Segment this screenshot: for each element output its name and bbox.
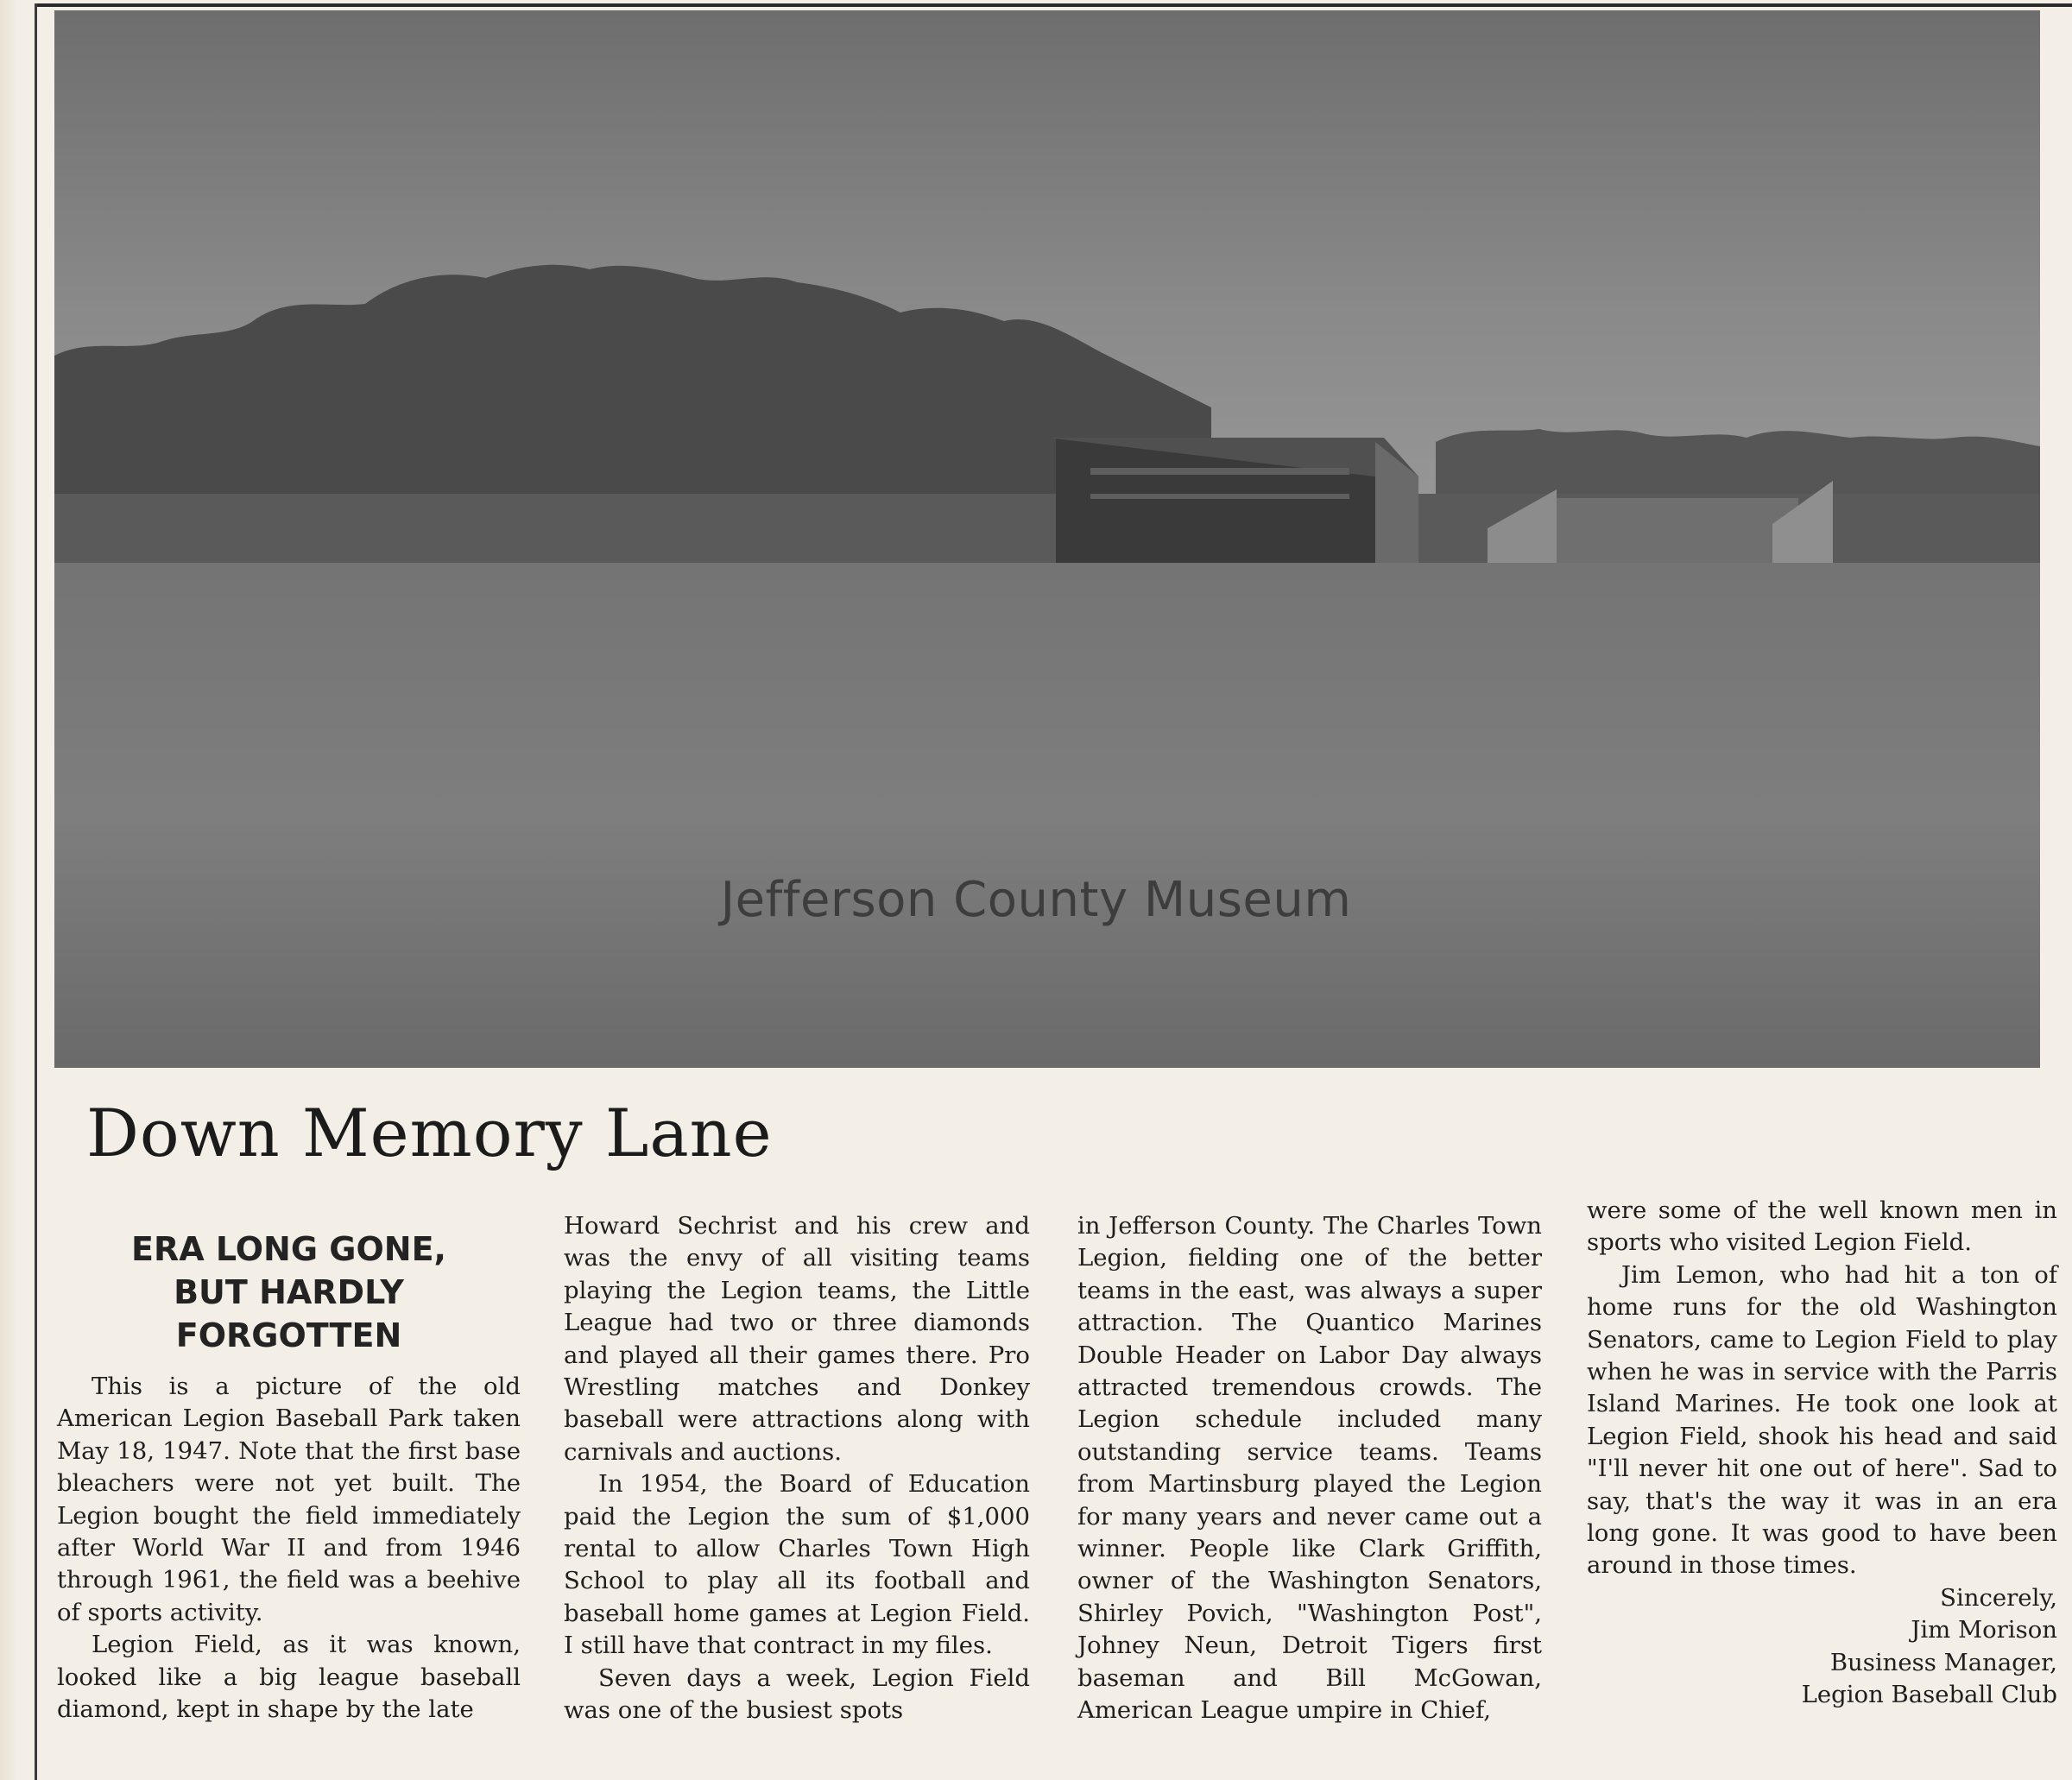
outfield	[54, 563, 2040, 1068]
grandstand	[1047, 438, 1418, 567]
headline: Down Memory Lane	[86, 1095, 773, 1171]
subhead-line-2: BUT HARDLY	[174, 1273, 404, 1311]
signature-title: Business Manager,	[1829, 1648, 2057, 1676]
paragraph: in Jefferson County. The Charles Town Legion, fielding one of the better teams in the east, was always a super attraction. The Quantico Marines Double Header on Labor Day always attracted tremendous crowds. The Legion schedule included many outstanding service teams. Teams from Martinsburg played the Legion for many years and never came out a winner. People like Clark Griffith, owner of the Washington Senators, Shirley Povich, "Washington Post", Johney Neun, Detroit Tigers first baseman and Bill McGowan, American League umpire in Chief,	[1077, 1212, 1542, 1725]
subhead-line-3: FORGOTTEN	[175, 1316, 402, 1354]
paragraph: Legion Field, as it was known, looked like a big league baseball diamond, kept in shape by the late	[57, 1631, 521, 1724]
top-rule	[35, 3, 2072, 7]
paragraph: This is a picture of the old American Legion Baseball Park taken May 18, 1947. Note that the first base bleachers were not yet built. The Legion bought the field immediately after World War II and from 1946 through 1961, the field was a beehive of sports activity.	[57, 1373, 521, 1626]
paragraph: Jim Lemon, who had hit a ton of home runs for the old Washington Senators, came to Legion Field to play when he was in service with the Parris Island Marines. He took one look at Legion Field, shook his head and said "I'll never hit one out of here". Sad to say, that's the way it was in an era long gone. It was good to have been around in those times.	[1587, 1260, 2057, 1580]
subhead-line-1: ERA LONG GONE,	[131, 1230, 446, 1268]
subhead	[57, 1228, 521, 1357]
article-column-1	[57, 1371, 521, 1726]
signature-name: Jim Morison	[1911, 1616, 2057, 1644]
museum-watermark: Jefferson County Museum	[720, 872, 1352, 928]
article-column-2	[564, 1210, 1030, 1727]
signature-closing: Sincerely,	[1940, 1584, 2057, 1612]
article-column-3	[1077, 1210, 1542, 1727]
article-column-4	[1587, 1195, 2057, 1582]
signature-block	[1587, 1582, 2057, 1712]
paragraph: were some of the well known men in sports who visited Legion Field.	[1587, 1196, 2057, 1257]
paragraph: Howard Sechrist and his crew and was the envy of all visiting teams playing the Legion teams, the Little League had two or three diamonds and played all their games there. Pro Wrestling matches and Donkey baseball were attractions along with carnivals and auctions.	[564, 1212, 1030, 1466]
signature-organization: Legion Baseball Club	[1801, 1681, 2057, 1709]
paragraph: Seven days a week, Legion Field was one of the busiest spots	[564, 1663, 1030, 1725]
paragraph: In 1954, the Board of Education paid the Legion the sum of $1,000 rental to allow Charles Town High School to play all its football and baseball home games at Legion Field. I still have that contract in my files.	[564, 1470, 1030, 1660]
